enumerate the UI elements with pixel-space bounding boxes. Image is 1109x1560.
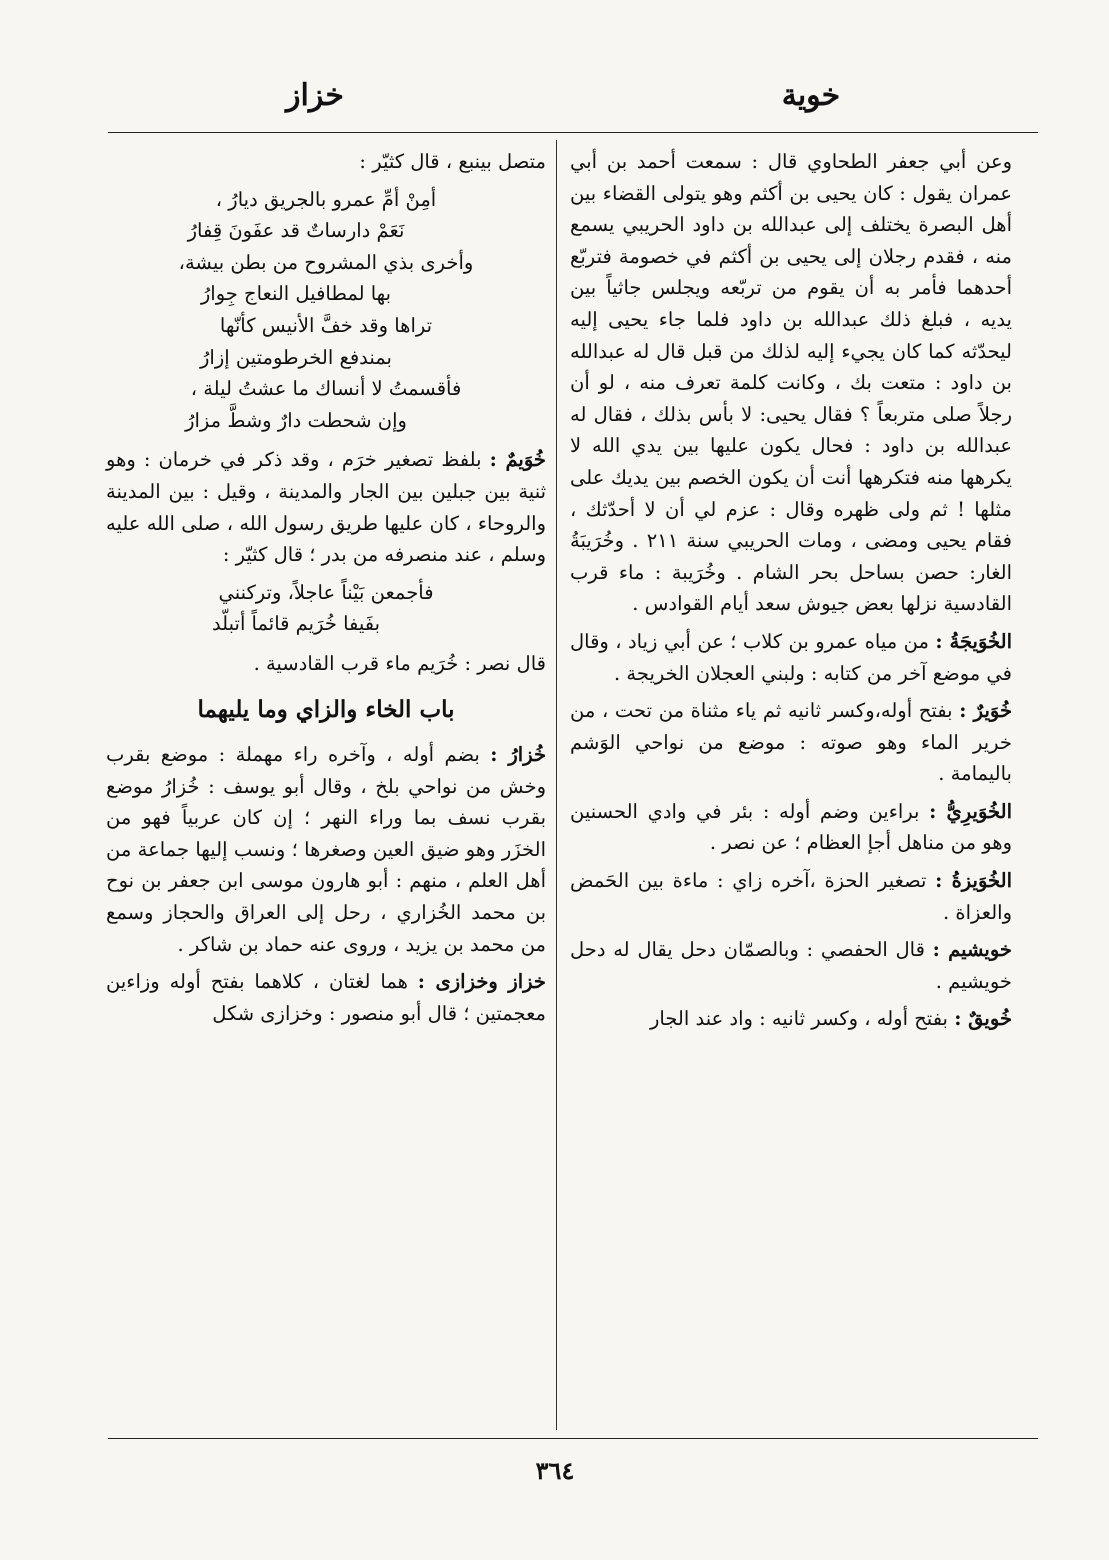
entry-khuwayshim bbox=[570, 934, 1012, 997]
entry-headword: خُويقٌ : bbox=[954, 1007, 1012, 1031]
section-heading: باب الخاء والزاي وما يليهما bbox=[197, 695, 455, 723]
entry-khuwayq bbox=[570, 1003, 1012, 1035]
poem-verse: نَعَمْ دارساتٌ قد عفَونَ قِفارُ bbox=[187, 219, 405, 243]
poem-verse: أمِنْ أمِّ عمرو بالجريق ديارُ ، bbox=[215, 187, 437, 211]
poem-verse: بمندفع الخرطومتين إزارُ bbox=[200, 345, 392, 369]
poem-verse: تراها وقد خفَّ الأنيس كأنّها bbox=[219, 313, 433, 337]
entry-khuraym bbox=[106, 444, 546, 570]
left-column-intro: متصل بينبع ، قال كثيّر : bbox=[359, 150, 546, 173]
entry-headword: الخُوَيرِيُّ : bbox=[929, 799, 1012, 823]
entry-headword: خُوَيرٌ : bbox=[959, 699, 1012, 723]
entry-khuwayr bbox=[570, 695, 1012, 790]
entry-text: تصغير الحزة ،آخره زاي : ماءة بين الحَمض والعزاة . bbox=[570, 869, 1012, 924]
entry-khuwayza bbox=[570, 865, 1012, 928]
right-running-header: خوية bbox=[781, 78, 841, 113]
entry-headword: الخُوَيزةُ : bbox=[935, 869, 1012, 893]
entry-headword: الخُوَيجَةُ : bbox=[935, 629, 1012, 653]
poem-verse: بفَيفا خُرَيم قائماً أتبلّد bbox=[211, 612, 381, 636]
poem-verse: بها لمطافيل النعاج جِوارُ bbox=[200, 282, 392, 306]
nasr-note: قال نصر : خُرَيم ماء قرب القادسية . bbox=[253, 651, 546, 675]
entry-headword: خويشيم : bbox=[932, 938, 1012, 962]
poem-verse: فأجمعن بَيْناً عاجلاً، وتركنني bbox=[218, 580, 434, 604]
entry-text: هما لغتان ، كلاهما بفتح أوله وزاءين معجمتين ؛ قال أبو منصور : وخزازى شكل bbox=[106, 970, 546, 1025]
poem-verse: وأخرى بذي المشروح من بطن بيشة، bbox=[178, 250, 474, 274]
right-column bbox=[570, 146, 1012, 1041]
entry-khuzar bbox=[106, 739, 546, 960]
left-column bbox=[106, 146, 546, 1035]
entry-text: بضم أوله ، وآخره راء مهملة : موضع بقرب وخش من نواحي بلخ ، وقال أبو يوسف : خُزارُ موضع بقرب نسف بما وراء النهر ؛ إن كان عربياً فهو من الخزَر وهو ضيق العين وصغرها ؛ ونسب إليها جماعة من أهل العلم ، منهم : أبو هارون موسى ابن جعفر بن نوح بن محمد الخُزاري ، رحل إلى العراق والحجاز وسمع من محمد بن يزيد ، وروى عنه حماد بن شاكر . bbox=[106, 743, 546, 956]
entry-text: بفتح أوله ، وكسر ثانيه : واد عند الجار bbox=[649, 1007, 948, 1031]
footer-rule bbox=[108, 1438, 1038, 1439]
entry-text: بفتح أوله،وكسر ثانيه ثم ياء مثناة من تحت ، من خرير الماء وهو صوته : موضع من نواحي الوَشم باليمامة . bbox=[570, 699, 1012, 786]
entry-khuwayri bbox=[570, 796, 1012, 859]
left-running-header: خزاز bbox=[286, 78, 344, 113]
column-divider bbox=[556, 140, 557, 1430]
poem-kuthayyir-1 bbox=[106, 184, 546, 437]
poem-verse: فأقسمتُ لا أنساك ما عشتُ ليلة ، bbox=[190, 377, 462, 401]
entry-text: من مياه عمرو بن كلاب ؛ عن أبي زياد ، وقال في موضع آخر من كتابه : ولبني العجلان الخريجة . bbox=[570, 629, 1012, 685]
entry-text: بلفظ تصغير خرَم ، وقد ذكر في خرمان : وهو ثنية بين جبلين بين الجار والمدينة ، وقيل : بين المدينة والروحاء ، كان عليها طريق رسول الله ، صلى الله عليه وسلم ، عند منصرفه من بدر ؛ قال كثيّر : bbox=[106, 448, 546, 567]
header-rule bbox=[108, 132, 1038, 133]
entry-text: براءين وضم أوله : بئر في وادي الحسنين وهو من مناهل أجإ العظام ؛ عن نصر . bbox=[570, 799, 1012, 855]
entry-headword: خُوَيمٌ : bbox=[489, 448, 546, 472]
entry-headword: خزاز وخزازى : bbox=[417, 970, 546, 994]
entry-khuwayja bbox=[570, 626, 1012, 689]
entry-headword: خُزارُ : bbox=[490, 743, 547, 767]
page-number: ٣٦٤ bbox=[535, 1456, 575, 1485]
poem-verse: وإن شحطت دارٌ وشطَّ مزارُ bbox=[185, 408, 407, 432]
entry-text: قال الحفصي : وبالصمّان دحل يقال له دحل خويشيم . bbox=[570, 938, 1012, 993]
poem-kuthayyir-2 bbox=[106, 577, 546, 640]
right-column-intro: وعن أبي جعفر الطحاوي قال : سمعت أحمد بن أبي عمران يقول : كان يحيى بن أكثم وهو يتولى القضاء بين أهل البصرة يختلف إلى عبدالله بن داود الحريبي يسمع منه ، فقدم رجلان إلى يحيى بن أكثم في خصومة فتربّع أحدهما فأمر به أن يقوم من تربّعه ويجلس جاثياً بين يديه ، فبلغ ذلك عبدالله بن داود فلما جاء يحيى إليه ليحدّثه كما كان يجيء إليه لذلك من قبل قال له عبدالله بن داود : متعت بك ، وكانت كلمة تعرف منه ، لو أن رجلاً صلى متربعاً ؟ فقال يحيى: لا بأس بذلك ، فقال له عبدالله بن داود : فحال يكون عليها بين يدي الله لا يكرهها منه فتكرهها أنت أن يكون الخصم بين يديك على مثلها ! ثم ولى ظهره وقال : عزم لي أن لا أحدّثك ، فقام يحيى ومضى ، ومات الحريبي سنة ٢١١ . وخُرَيبَةُ الغار: حصن بساحل بحر الشام . وخُرَيبة : ماء قرب القادسية نزلها بعض جيوش سعد أيام القوادس . bbox=[570, 150, 1013, 616]
entry-khazaz bbox=[106, 966, 546, 1029]
